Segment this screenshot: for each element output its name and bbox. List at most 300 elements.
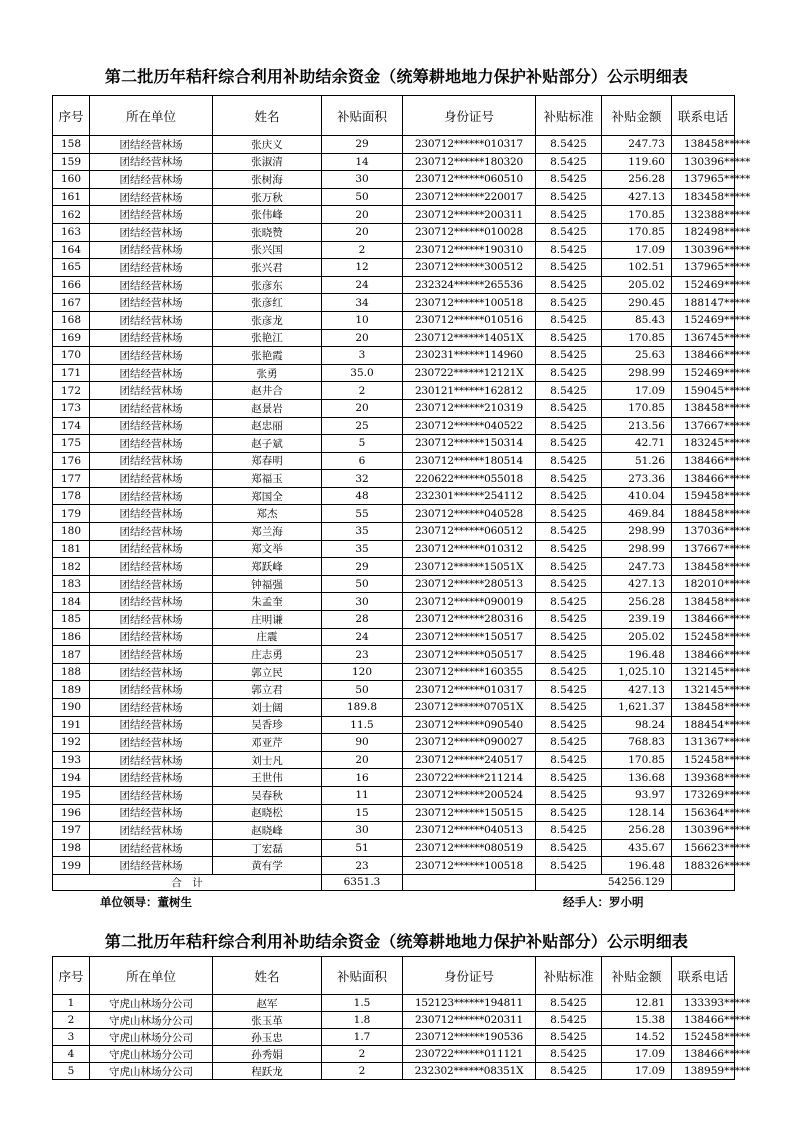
row-name: 钟福强 — [213, 575, 322, 593]
row-id-number: 230722******011121 — [403, 1046, 536, 1063]
row-amount: 15.38 — [602, 1012, 672, 1029]
page-title-second: 第二批历年秸秆综合利用补助结余资金（统筹耕地地力保护补贴部分）公示明细表 — [104, 932, 689, 951]
row-phone: 152458***** — [672, 628, 735, 646]
row-standard: 8.5425 — [536, 558, 602, 576]
row-unit: 团结经营林场 — [90, 663, 213, 681]
row-amount: 256.28 — [602, 171, 672, 189]
row-phone: 138466***** — [672, 347, 735, 365]
row-phone: 137965***** — [672, 259, 735, 277]
row-standard: 8.5425 — [536, 663, 602, 681]
header-area: 补贴面积 — [322, 957, 403, 995]
subsidy-table-second — [52, 956, 751, 1080]
row-unit: 团结经营林场 — [90, 487, 213, 505]
row-phone: 138466***** — [672, 1012, 735, 1029]
row-id-number: 230712******180320 — [403, 153, 536, 171]
row-phone: 130396***** — [672, 822, 735, 840]
row-amount: 25.63 — [602, 347, 672, 365]
row-unit: 团结经营林场 — [90, 839, 213, 857]
row-index: 169 — [53, 329, 90, 347]
row-area: 2 — [322, 1063, 403, 1080]
row-name: 刘士阔 — [213, 699, 322, 717]
row-amount: 1,025.10 — [602, 663, 672, 681]
row-area: 50 — [322, 681, 403, 699]
row-amount: 170.85 — [602, 751, 672, 769]
row-amount: 469.84 — [602, 505, 672, 523]
row-area: 50 — [322, 188, 403, 206]
row-id-number: 230712******010317 — [403, 136, 536, 154]
row-standard: 8.5425 — [536, 364, 602, 382]
row-name: 张庆义 — [213, 136, 322, 154]
row-unit: 团结经营林场 — [90, 681, 213, 699]
row-standard: 8.5425 — [536, 153, 602, 171]
row-unit: 团结经营林场 — [90, 628, 213, 646]
row-phone: 138458***** — [672, 136, 735, 154]
table-row — [53, 628, 735, 646]
row-area: 30 — [322, 171, 403, 189]
row-standard: 8.5425 — [536, 540, 602, 558]
row-phone: 132388***** — [672, 206, 735, 224]
row-id-number: 230712******040528 — [403, 505, 536, 523]
row-phone: 138466***** — [672, 611, 735, 629]
row-unit: 团结经营林场 — [90, 822, 213, 840]
row-area: 14 — [322, 153, 403, 171]
row-standard: 8.5425 — [536, 699, 602, 717]
row-name: 张勇 — [213, 364, 322, 382]
row-area: 35 — [322, 523, 403, 541]
row-index: 3 — [53, 1029, 90, 1046]
row-index: 189 — [53, 681, 90, 699]
table-row — [53, 241, 735, 259]
table-row — [53, 417, 735, 435]
row-area: 11 — [322, 786, 403, 804]
row-area: 189.8 — [322, 699, 403, 717]
row-phone: 138466***** — [672, 452, 735, 470]
row-area: 1.7 — [322, 1029, 403, 1046]
row-id-number: 230712******010028 — [403, 223, 536, 241]
row-name: 张彦龙 — [213, 311, 322, 329]
row-area: 23 — [322, 646, 403, 664]
row-phone: 156364***** — [672, 804, 735, 822]
row-amount: 136.68 — [602, 769, 672, 787]
row-standard: 8.5425 — [536, 786, 602, 804]
row-id-number: 230712******150515 — [403, 804, 536, 822]
total-empty-cell — [672, 874, 735, 890]
row-name: 庄震 — [213, 628, 322, 646]
row-area: 30 — [322, 593, 403, 611]
row-unit: 团结经营林场 — [90, 188, 213, 206]
row-name: 张兴国 — [213, 241, 322, 259]
row-name: 张兴君 — [213, 259, 322, 277]
row-name: 庄志勇 — [213, 646, 322, 664]
row-standard: 8.5425 — [536, 1012, 602, 1029]
row-standard: 8.5425 — [536, 681, 602, 699]
row-name: 张万秋 — [213, 188, 322, 206]
row-index: 165 — [53, 259, 90, 277]
row-name: 郑福玉 — [213, 470, 322, 488]
row-area: 11.5 — [322, 716, 403, 734]
row-index: 177 — [53, 470, 90, 488]
row-name: 庄明谦 — [213, 611, 322, 629]
row-standard: 8.5425 — [536, 311, 602, 329]
table-row — [53, 611, 735, 629]
row-name: 张艳江 — [213, 329, 322, 347]
header-area: 补贴面积 — [322, 96, 403, 136]
row-phone: 138458***** — [672, 399, 735, 417]
row-name: 张彦东 — [213, 276, 322, 294]
table-row — [53, 1046, 735, 1063]
table-row — [53, 1029, 735, 1046]
row-name: 孙玉忠 — [213, 1029, 322, 1046]
table-row — [53, 452, 735, 470]
row-id-number: 230712******090540 — [403, 716, 536, 734]
table-row — [53, 136, 735, 154]
row-standard: 8.5425 — [536, 276, 602, 294]
row-area: 6 — [322, 452, 403, 470]
table-row — [53, 857, 735, 875]
row-unit: 团结经营林场 — [90, 171, 213, 189]
row-name: 黄有学 — [213, 857, 322, 875]
row-unit: 团结经营林场 — [90, 540, 213, 558]
row-id-number: 152123******194811 — [403, 995, 536, 1012]
row-name: 郑兰海 — [213, 523, 322, 541]
row-index: 159 — [53, 153, 90, 171]
row-standard: 8.5425 — [536, 382, 602, 400]
row-area: 20 — [322, 751, 403, 769]
row-phone: 131367***** — [672, 734, 735, 752]
row-index: 187 — [53, 646, 90, 664]
table-row — [53, 382, 735, 400]
row-name: 吴香珍 — [213, 716, 322, 734]
table-header-row — [53, 957, 735, 995]
row-index: 190 — [53, 699, 90, 717]
total-label: 合 计 — [53, 874, 322, 890]
row-unit: 团结经营林场 — [90, 329, 213, 347]
header-name: 姓名 — [213, 957, 322, 995]
row-phone: 138959***** — [672, 1063, 735, 1080]
table-row — [53, 259, 735, 277]
row-area: 23 — [322, 857, 403, 875]
row-id-number: 230712******010317 — [403, 681, 536, 699]
row-unit: 团结经营林场 — [90, 699, 213, 717]
row-index: 175 — [53, 435, 90, 453]
row-amount: 17.09 — [602, 241, 672, 259]
row-area: 34 — [322, 294, 403, 312]
header-standard: 补贴标准 — [536, 957, 602, 995]
row-phone: 133393***** — [672, 995, 735, 1012]
row-area: 16 — [322, 769, 403, 787]
row-area: 10 — [322, 311, 403, 329]
table-row — [53, 399, 735, 417]
row-index: 158 — [53, 136, 90, 154]
table-row — [53, 575, 735, 593]
table-row — [53, 663, 735, 681]
row-unit: 团结经营林场 — [90, 435, 213, 453]
row-area: 20 — [322, 206, 403, 224]
row-phone: 136745***** — [672, 329, 735, 347]
header-amount: 补贴金额 — [602, 96, 672, 136]
row-area: 5 — [322, 435, 403, 453]
row-area: 29 — [322, 136, 403, 154]
row-name: 赵子斌 — [213, 435, 322, 453]
row-unit: 守虎山林场分公司 — [90, 1029, 213, 1046]
row-unit: 团结经营林场 — [90, 470, 213, 488]
row-id-number: 230712******280316 — [403, 611, 536, 629]
row-standard: 8.5425 — [536, 136, 602, 154]
row-index: 183 — [53, 575, 90, 593]
row-phone: 137667***** — [672, 540, 735, 558]
row-phone: 156623***** — [672, 839, 735, 857]
row-index: 199 — [53, 857, 90, 875]
row-standard: 8.5425 — [536, 716, 602, 734]
row-index: 198 — [53, 839, 90, 857]
table-row — [53, 311, 735, 329]
table-row — [53, 716, 735, 734]
row-index: 170 — [53, 347, 90, 365]
row-amount: 298.99 — [602, 523, 672, 541]
row-area: 120 — [322, 663, 403, 681]
row-standard: 8.5425 — [536, 294, 602, 312]
header-phone: 联系电话 — [672, 957, 735, 995]
row-id-number: 232302******08351X — [403, 1063, 536, 1080]
row-index: 162 — [53, 206, 90, 224]
row-phone: 159045***** — [672, 382, 735, 400]
row-standard: 8.5425 — [536, 646, 602, 664]
row-id-number: 230712******280513 — [403, 575, 536, 593]
row-unit: 守虎山林场分公司 — [90, 1012, 213, 1029]
row-phone: 188454***** — [672, 716, 735, 734]
table-row — [53, 822, 735, 840]
row-index: 174 — [53, 417, 90, 435]
row-area: 32 — [322, 470, 403, 488]
row-standard: 8.5425 — [536, 769, 602, 787]
row-standard: 8.5425 — [536, 171, 602, 189]
row-standard: 8.5425 — [536, 611, 602, 629]
row-phone: 138458***** — [672, 699, 735, 717]
row-standard: 8.5425 — [536, 1029, 602, 1046]
row-unit: 团结经营林场 — [90, 523, 213, 541]
row-amount: 14.52 — [602, 1029, 672, 1046]
row-index: 184 — [53, 593, 90, 611]
row-phone: 152469***** — [672, 311, 735, 329]
row-amount: 93.97 — [602, 786, 672, 804]
row-unit: 团结经营林场 — [90, 786, 213, 804]
row-id-number: 230712******14051X — [403, 329, 536, 347]
row-name: 邓亚芹 — [213, 734, 322, 752]
row-id-number: 230712******090027 — [403, 734, 536, 752]
row-standard: 8.5425 — [536, 259, 602, 277]
row-id-number: 230712******07051X — [403, 699, 536, 717]
table-row — [53, 751, 735, 769]
table-row — [53, 540, 735, 558]
row-name: 丁宏磊 — [213, 839, 322, 857]
row-phone: 138458***** — [672, 558, 735, 576]
row-amount: 239.19 — [602, 611, 672, 629]
table-row — [53, 769, 735, 787]
row-amount: 196.48 — [602, 646, 672, 664]
row-unit: 团结经营林场 — [90, 347, 213, 365]
row-unit: 团结经营林场 — [90, 646, 213, 664]
total-amount: 54256.129 — [602, 874, 672, 890]
row-area: 20 — [322, 329, 403, 347]
row-unit: 团结经营林场 — [90, 769, 213, 787]
table-row — [53, 1063, 735, 1080]
table-row — [53, 699, 735, 717]
row-id-number: 230712******020311 — [403, 1012, 536, 1029]
row-amount: 273.36 — [602, 470, 672, 488]
page-title: 第二批历年秸秆综合利用补助结余资金（统筹耕地地力保护补贴部分）公示明细表 — [104, 67, 689, 86]
row-name: 王世伟 — [213, 769, 322, 787]
row-id-number: 230712******240517 — [403, 751, 536, 769]
table-row — [53, 470, 735, 488]
row-phone: 152458***** — [672, 1029, 735, 1046]
row-amount: 427.13 — [602, 575, 672, 593]
unit-leader-signature: 单位领导：董树生 — [100, 895, 192, 909]
row-amount: 205.02 — [602, 276, 672, 294]
row-amount: 102.51 — [602, 259, 672, 277]
row-amount: 435.67 — [602, 839, 672, 857]
row-id-number: 232324******265536 — [403, 276, 536, 294]
row-unit: 团结经营林场 — [90, 857, 213, 875]
row-phone: 137965***** — [672, 171, 735, 189]
row-area: 51 — [322, 839, 403, 857]
row-amount: 128.14 — [602, 804, 672, 822]
row-id-number: 230722******211214 — [403, 769, 536, 787]
row-standard: 8.5425 — [536, 452, 602, 470]
row-phone: 188147***** — [672, 294, 735, 312]
row-standard: 8.5425 — [536, 857, 602, 875]
row-unit: 团结经营林场 — [90, 716, 213, 734]
row-standard: 8.5425 — [536, 523, 602, 541]
row-amount: 427.13 — [602, 681, 672, 699]
row-area: 24 — [322, 276, 403, 294]
row-amount: 98.24 — [602, 716, 672, 734]
row-standard: 8.5425 — [536, 593, 602, 611]
row-area: 30 — [322, 822, 403, 840]
row-name: 张伟峰 — [213, 206, 322, 224]
subsidy-table — [52, 95, 751, 891]
row-id-number: 230712******210319 — [403, 399, 536, 417]
row-standard: 8.5425 — [536, 751, 602, 769]
row-name: 张树海 — [213, 171, 322, 189]
row-unit: 团结经营林场 — [90, 153, 213, 171]
row-phone: 188326***** — [672, 857, 735, 875]
row-standard: 8.5425 — [536, 505, 602, 523]
table-row — [53, 786, 735, 804]
row-index: 191 — [53, 716, 90, 734]
total-empty-cell — [536, 874, 602, 890]
row-phone: 137036***** — [672, 523, 735, 541]
row-id-number: 230712******190310 — [403, 241, 536, 259]
row-index: 197 — [53, 822, 90, 840]
row-area: 20 — [322, 223, 403, 241]
row-standard: 8.5425 — [536, 206, 602, 224]
table-row — [53, 364, 735, 382]
row-phone: 130396***** — [672, 241, 735, 259]
header-index: 序号 — [53, 96, 90, 136]
row-phone: 132145***** — [672, 663, 735, 681]
row-area: 48 — [322, 487, 403, 505]
row-id-number: 230712******050517 — [403, 646, 536, 664]
row-phone: 183458***** — [672, 188, 735, 206]
row-index: 193 — [53, 751, 90, 769]
row-name: 张淑清 — [213, 153, 322, 171]
header-amount: 补贴金额 — [602, 957, 672, 995]
row-area: 29 — [322, 558, 403, 576]
row-unit: 团结经营林场 — [90, 382, 213, 400]
row-name: 程跃龙 — [213, 1063, 322, 1080]
row-area: 24 — [322, 628, 403, 646]
row-unit: 团结经营林场 — [90, 558, 213, 576]
row-standard: 8.5425 — [536, 435, 602, 453]
row-id-number: 230712******060510 — [403, 171, 536, 189]
row-amount: 256.28 — [602, 593, 672, 611]
header-standard: 补贴标准 — [536, 96, 602, 136]
header-unit: 所在单位 — [90, 96, 213, 136]
row-amount: 410.04 — [602, 487, 672, 505]
row-standard: 8.5425 — [536, 839, 602, 857]
header-name: 姓名 — [213, 96, 322, 136]
row-id-number: 230712******300512 — [403, 259, 536, 277]
row-amount: 247.73 — [602, 558, 672, 576]
row-phone: 138466***** — [672, 646, 735, 664]
table-row — [53, 1012, 735, 1029]
row-name: 郑国全 — [213, 487, 322, 505]
row-area: 35 — [322, 540, 403, 558]
row-index: 164 — [53, 241, 90, 259]
row-area: 2 — [322, 1046, 403, 1063]
row-name: 张彦红 — [213, 294, 322, 312]
row-amount: 85.43 — [602, 311, 672, 329]
row-amount: 196.48 — [602, 857, 672, 875]
row-index: 172 — [53, 382, 90, 400]
row-index: 176 — [53, 452, 90, 470]
row-index: 163 — [53, 223, 90, 241]
table-row — [53, 734, 735, 752]
row-amount: 170.85 — [602, 399, 672, 417]
row-id-number: 220622******055018 — [403, 470, 536, 488]
row-standard: 8.5425 — [536, 241, 602, 259]
row-name: 郭立君 — [213, 681, 322, 699]
row-id-number: 230231******114960 — [403, 347, 536, 365]
table-row — [53, 681, 735, 699]
row-index: 167 — [53, 294, 90, 312]
row-standard: 8.5425 — [536, 417, 602, 435]
row-id-number: 230712******15051X — [403, 558, 536, 576]
row-area: 1.8 — [322, 1012, 403, 1029]
row-unit: 团结经营林场 — [90, 206, 213, 224]
row-index: 196 — [53, 804, 90, 822]
row-name: 张玉革 — [213, 1012, 322, 1029]
row-id-number: 230121******162812 — [403, 382, 536, 400]
row-index: 2 — [53, 1012, 90, 1029]
row-amount: 170.85 — [602, 223, 672, 241]
row-id-number: 230722******12121X — [403, 364, 536, 382]
row-area: 2 — [322, 382, 403, 400]
row-phone: 138466***** — [672, 470, 735, 488]
row-id-number: 230712******190536 — [403, 1029, 536, 1046]
row-id-number: 230712******010312 — [403, 540, 536, 558]
row-amount: 170.85 — [602, 329, 672, 347]
row-area: 28 — [322, 611, 403, 629]
row-standard: 8.5425 — [536, 822, 602, 840]
row-id-number: 230712******200311 — [403, 206, 536, 224]
row-name: 赵井合 — [213, 382, 322, 400]
row-phone: 139368***** — [672, 769, 735, 787]
row-amount: 12.81 — [602, 995, 672, 1012]
row-phone: 138458***** — [672, 593, 735, 611]
row-name: 赵晓松 — [213, 804, 322, 822]
row-phone: 183245***** — [672, 435, 735, 453]
